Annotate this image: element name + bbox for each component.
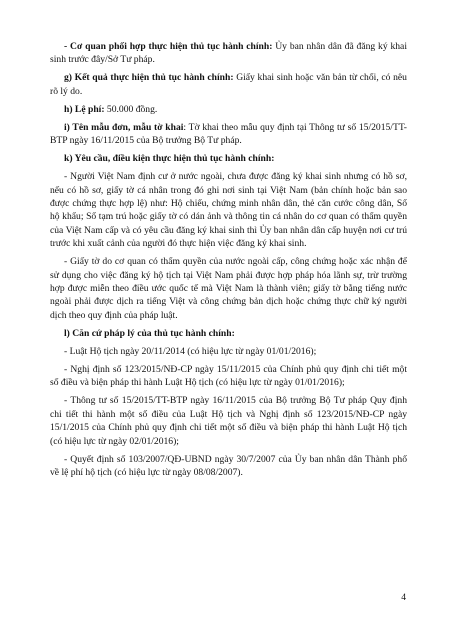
- paragraph-coordinating-agency: [50, 40, 407, 67]
- paragraph-text: - Giấy tờ do cơ quan có thẩm quyền của nước ngoài cấp, công chứng hoặc xác nhận để sử dụng cho việc đăng ký hộ tịch tại Việt Nam phải được hợp pháp hóa lãnh sự, trừ trường hợp được miễn theo điều ước quốc tế mà Việt Nam là thành viên; giấy tờ bằng tiếng nước ngoài phải được dịch ra tiếng Việt và công chứng bản dịch hoặc chứng thực chữ ký người dịch theo quy định của pháp luật.: [50, 256, 407, 321]
- paragraph-text: - Người Việt Nam định cư ở nước ngoài, chưa được đăng ký khai sinh nhưng có hồ sơ, nếu có hồ sơ, giấy tờ cá nhân trong đó ghi nơi sinh tại Việt Nam (bản chính hoặc bản sao được chứng thực hợp lệ) như: Hộ chiếu, chứng minh nhân dân, thẻ căn cước công dân, Sổ hộ khẩu; Sổ tạm trú hoặc giấy tờ có dán ảnh và thông tin cá nhân do cơ quan có thẩm quyền của Việt Nam cấp và có yêu cầu đăng ký khai sinh thì Ủy ban nhân dân cấp huyện nơi cư trú trước khi xuất cảnh của người đó thực hiện việc đăng ký khai sinh.: [50, 171, 407, 250]
- paragraph-label: i) Tên mẫu đơn, mẫu tờ khai: [64, 121, 184, 133]
- paragraph-label: k) Yêu cầu, điều kiện thực hiện thủ tục hành chính:: [64, 153, 275, 165]
- paragraph-label: l) Căn cứ pháp lý của thủ tục hành chính:: [64, 327, 235, 339]
- paragraph-label: h) Lệ phí:: [64, 103, 105, 115]
- paragraph-text: - Thông tư số 15/2015/TT-BTP ngày 16/11/2015 của Bộ trưởng Bộ Tư pháp Quy định chi tiết thi hành một số điều của Luật Hộ tịch và Nghị định số 123/2015/NĐ-CP ngày 15/1/2015 của Chính phủ quy định chi tiết một số điều và biện pháp thi hành Luật Hộ tịch (có hiệu lực từ ngày 02/01/2016);: [50, 395, 407, 447]
- paragraph-label: g) Kết quả thực hiện thủ tục hành chính:: [64, 72, 234, 84]
- paragraph-legal-1: [50, 345, 407, 358]
- heading-legal-basis: [50, 327, 407, 340]
- paragraph-legal-2: [50, 363, 407, 390]
- paragraph-text: Ủy ban nhân dân đã đăng ký khai sinh trước đây/Sở Tư pháp.: [50, 41, 407, 66]
- paragraph-requirement-1: [50, 170, 407, 250]
- paragraph-requirement-2: [50, 255, 407, 322]
- paragraph-text: - Nghị định số 123/2015/NĐ-CP ngày 15/11/2015 của Chính phủ quy định chi tiết một số điều và biện pháp thi hành Luật Hộ tịch (có hiệu lực từ ngày 01/01/2016);: [50, 363, 407, 389]
- heading-requirements: [50, 152, 407, 165]
- paragraph-label: - Cơ quan phối hợp thực hiện thủ tục hành chính:: [64, 41, 273, 52]
- paragraph-text: : Tờ khai theo mẫu quy định tại Thông tư số 15/2015/TT-BTP ngày 16/11/2015 của Bộ trưởng Bộ Tư pháp.: [50, 121, 407, 147]
- paragraph-text: - Luật Hộ tịch ngày 20/11/2014 (có hiệu lực từ ngày 01/01/2016);: [64, 345, 317, 357]
- paragraph-text: - Quyết định số 103/2007/QĐ-UBND ngày 30/7/2007 của Ủy ban nhân dân Thành phố về lệ phí hộ tịch (có hiệu lực từ ngày 08/08/2007).: [50, 453, 407, 478]
- paragraph-text: 50.000 đồng.: [104, 103, 158, 115]
- paragraph-fee: [50, 103, 407, 116]
- paragraph-forms: [50, 121, 407, 148]
- page-number: 4: [401, 592, 406, 603]
- paragraph-legal-4: [50, 453, 407, 480]
- paragraph-result: [50, 71, 407, 98]
- document-page: [50, 40, 407, 484]
- paragraph-text: Giấy khai sinh hoặc văn bản từ chối, có nêu rõ lý do.: [50, 72, 407, 97]
- paragraph-legal-3: [50, 394, 407, 448]
